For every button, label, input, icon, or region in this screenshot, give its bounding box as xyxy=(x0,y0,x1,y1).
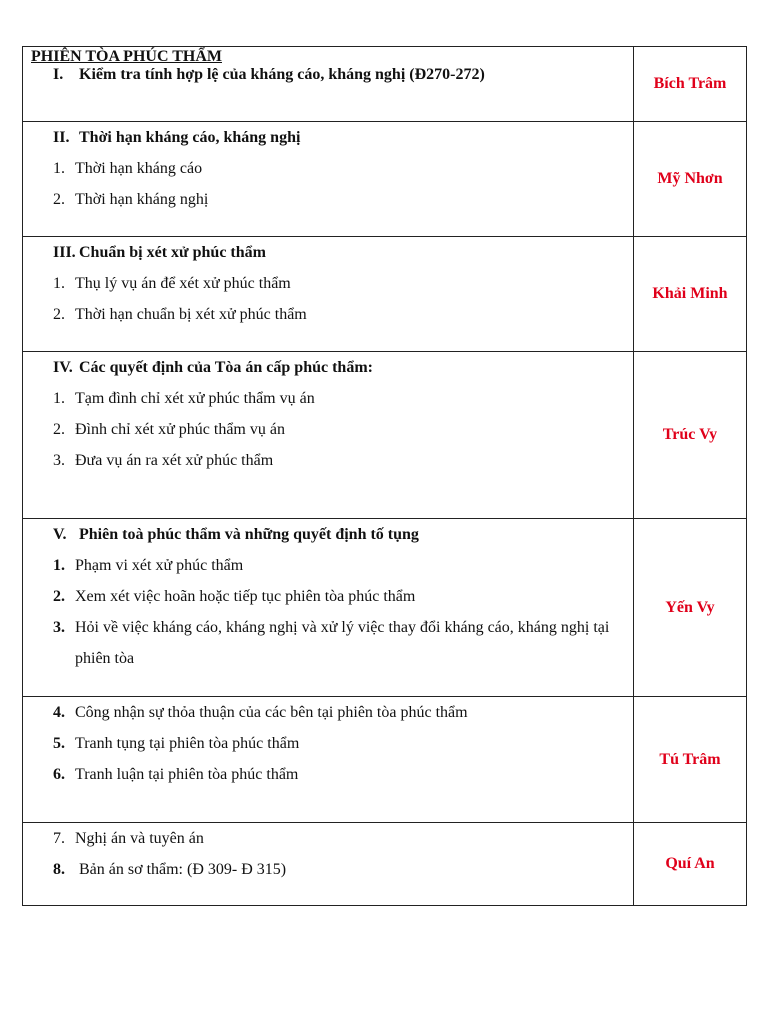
person-cell: Trúc Vy xyxy=(634,352,747,519)
content-cell xyxy=(23,237,634,352)
content-cell xyxy=(23,47,634,122)
content-cell xyxy=(23,352,634,519)
section-title: Thời hạn kháng cáo, kháng nghị xyxy=(79,129,301,146)
item-number: 3. xyxy=(53,619,65,636)
table-row xyxy=(23,47,747,122)
item-text: Thụ lý vụ án để xét xử phúc thẩm xyxy=(75,275,291,292)
item-text: Thời hạn chuẩn bị xét xử phúc thẩm xyxy=(75,306,307,323)
section-number: I. xyxy=(53,66,64,83)
section-heading xyxy=(31,519,625,550)
section-number: V. xyxy=(53,526,67,543)
section-heading xyxy=(31,65,625,85)
list-item xyxy=(31,383,625,414)
table-row xyxy=(23,697,747,823)
content-cell xyxy=(23,697,634,823)
assignment-table xyxy=(22,46,747,906)
section-heading xyxy=(31,122,625,153)
item-number: 1. xyxy=(53,390,65,407)
list-item xyxy=(31,728,625,759)
content-cell xyxy=(23,519,634,697)
item-text: Hỏi về việc kháng cáo, kháng nghị và xử lý việc thay đổi kháng cáo, kháng nghị tại phiên tòa xyxy=(75,619,610,667)
content-cell xyxy=(23,823,634,906)
section-heading xyxy=(31,352,625,383)
item-number: 1. xyxy=(53,275,65,292)
person-cell: Tú Trâm xyxy=(634,697,747,823)
item-text: Tạm đình chỉ xét xử phúc thẩm vụ án xyxy=(75,390,315,407)
list-item xyxy=(31,823,625,854)
list-item xyxy=(31,299,625,330)
item-text: Tranh luận tại phiên tòa phúc thẩm xyxy=(75,766,299,783)
section-number: II. xyxy=(53,129,70,146)
list-item xyxy=(31,184,625,215)
list-item xyxy=(31,759,625,790)
item-text: Thời hạn kháng nghị xyxy=(75,191,209,208)
item-text: Phạm vi xét xử phúc thẩm xyxy=(75,557,244,574)
item-number: 2. xyxy=(53,306,65,323)
item-text: Xem xét việc hoãn hoặc tiếp tục phiên tòa phúc thẩm xyxy=(75,588,416,605)
person-cell: Yến Vy xyxy=(634,519,747,697)
list-item xyxy=(31,153,625,184)
item-number: 7. xyxy=(53,830,65,847)
list-item xyxy=(31,445,625,476)
person-cell: Quí An xyxy=(634,823,747,906)
item-text: Nghị án và tuyên án xyxy=(75,830,204,847)
person-cell: Mỹ Nhơn xyxy=(634,122,747,237)
section-title: Kiểm tra tính hợp lệ của kháng cáo, kháng nghị (Đ270-272) xyxy=(79,66,485,83)
item-number: 6. xyxy=(53,766,65,783)
item-text: Đình chỉ xét xử phúc thẩm vụ án xyxy=(75,421,285,438)
item-number: 4. xyxy=(53,704,65,721)
person-cell: Bích Trâm xyxy=(634,47,747,122)
item-number: 5. xyxy=(53,735,65,752)
list-item xyxy=(31,854,625,885)
list-item xyxy=(31,581,625,612)
section-title: Các quyết định của Tòa án cấp phúc thẩm: xyxy=(79,359,373,376)
person-cell: Khải Minh xyxy=(634,237,747,352)
table-row xyxy=(23,237,747,352)
item-number: 2. xyxy=(53,191,65,208)
item-text: Bản án sơ thẩm: (Đ 309- Đ 315) xyxy=(79,861,287,878)
table-row xyxy=(23,352,747,519)
table-row xyxy=(23,519,747,697)
item-number: 1. xyxy=(53,557,65,574)
item-number: 2. xyxy=(53,421,65,438)
item-text: Công nhận sự thỏa thuận của các bên tại phiên tòa phúc thẩm xyxy=(75,704,468,721)
item-text: Đưa vụ án ra xét xử phúc thẩm xyxy=(75,452,274,469)
list-item xyxy=(31,550,625,581)
section-title: Phiên toà phúc thẩm và những quyết định tố tụng xyxy=(79,526,419,543)
page-title: PHIÊN TÒA PHÚC THẨM xyxy=(31,48,222,65)
item-number: 8. xyxy=(53,861,65,878)
list-item xyxy=(31,268,625,299)
content-cell xyxy=(23,122,634,237)
section-number: IV. xyxy=(53,359,73,376)
table-row xyxy=(23,122,747,237)
item-text: Tranh tụng tại phiên tòa phúc thẩm xyxy=(75,735,300,752)
list-item xyxy=(31,612,625,674)
item-number: 2. xyxy=(53,588,65,605)
section-heading xyxy=(31,237,625,268)
list-item xyxy=(31,697,625,728)
item-text: Thời hạn kháng cáo xyxy=(75,160,203,177)
list-item xyxy=(31,414,625,445)
item-number: 3. xyxy=(53,452,65,469)
section-title: Chuẩn bị xét xử phúc thẩm xyxy=(79,244,266,261)
item-number: 1. xyxy=(53,160,65,177)
table-row xyxy=(23,823,747,906)
section-number: III. xyxy=(53,244,76,261)
